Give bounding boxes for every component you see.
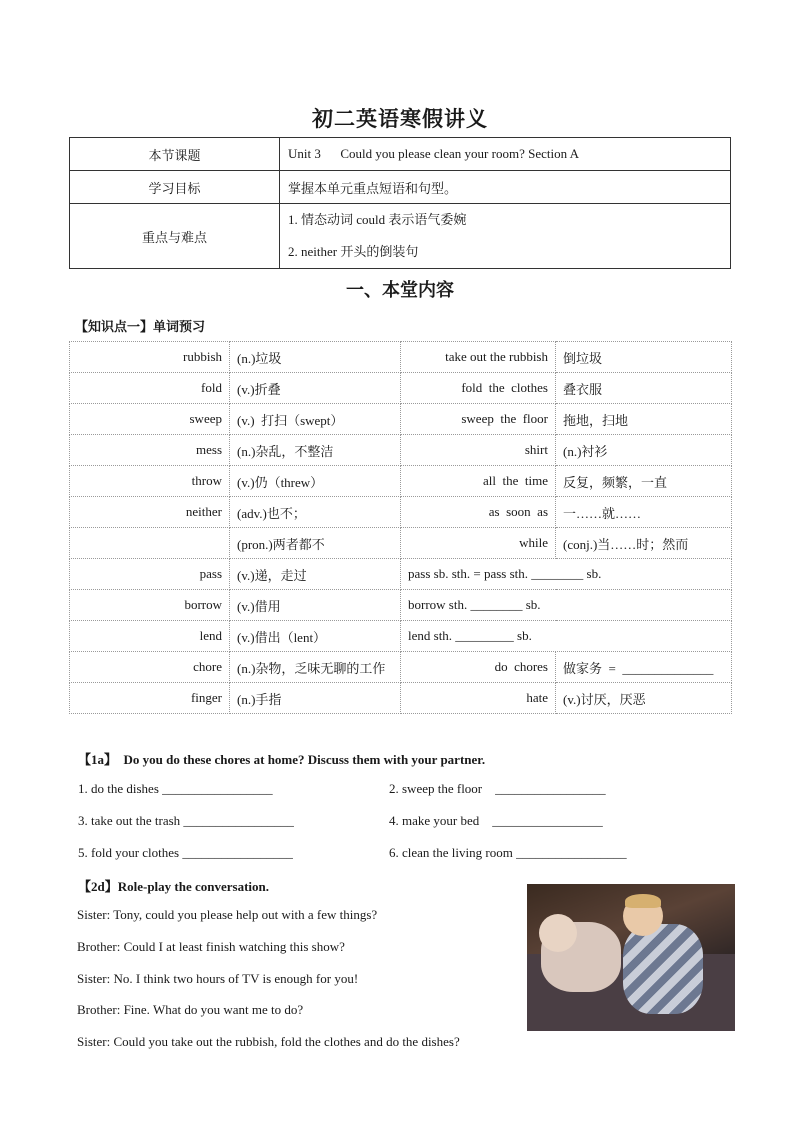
vocab-phrase: hate xyxy=(401,683,556,714)
vocab-phrase: do chores xyxy=(401,652,556,683)
vocab-phrase: while xyxy=(401,528,556,559)
table-row xyxy=(70,590,732,621)
table-row xyxy=(70,466,732,497)
dialogue-line: Sister: Could you take out the rubbish, fold the clothes and do the dishes? xyxy=(77,1034,460,1049)
vocab-phrase-meaning: 叠衣服 xyxy=(556,373,732,404)
vocab-meaning: (n.)手指 xyxy=(230,683,401,714)
dialogue-line: Sister: No. I think two hours of TV is enough for you! xyxy=(77,971,359,986)
vocab-phrase-meaning: (v.)讨厌，厌恶 xyxy=(556,683,732,714)
table-row xyxy=(70,497,732,528)
vocab-word: finger xyxy=(70,683,230,714)
vocab-phrase: all the time xyxy=(401,466,556,497)
focus-point-2: 2. neither 开头的倒装句 xyxy=(288,244,419,259)
vocab-meaning: (adv.)也不； xyxy=(230,497,401,528)
vocab-phrase-meaning: 做家务 = ______________ xyxy=(556,652,732,683)
vocab-meaning: (v.)折叠 xyxy=(230,373,401,404)
vocab-usage: borrow sth. ________ sb. xyxy=(401,590,732,621)
goal-label: 学习目标 xyxy=(70,171,280,204)
goal-value: 掌握本单元重点短语和句型。 xyxy=(280,171,731,204)
exercise-2d-title: 【2d】Role-play the conversation. xyxy=(78,879,270,894)
vocab-word: throw xyxy=(70,466,230,497)
vocab-phrase-meaning: 反复，频繁，一直 xyxy=(556,466,732,497)
section-title: 一、本堂内容 xyxy=(346,280,454,300)
vocab-phrase-meaning: 一……就…… xyxy=(556,497,732,528)
vocab-usage: pass sb. sth. = pass sth. ________ sb. xyxy=(401,559,732,590)
vocab-phrase-meaning: 拖地，扫地 xyxy=(556,404,732,435)
vocab-usage: lend sth. _________ sb. xyxy=(401,621,732,652)
vocab-meaning: (n.)垃圾 xyxy=(230,342,401,373)
vocab-phrase: sweep the floor xyxy=(401,404,556,435)
topic-value: Unit 3 Could you please clean your room? Section A xyxy=(280,138,731,171)
exercise-item[interactable]: 2. sweep the floor _________________ xyxy=(389,781,606,796)
vocab-meaning: (n.)杂乱，不整洁 xyxy=(230,435,401,466)
vocab-word: lend xyxy=(70,621,230,652)
exercise-item[interactable]: 3. take out the trash _________________ xyxy=(78,813,294,828)
vocab-phrase-meaning: (conj.)当……时；然而 xyxy=(556,528,732,559)
table-row xyxy=(70,404,732,435)
vocab-word xyxy=(70,528,230,559)
table-row xyxy=(70,342,732,373)
dialogue-line: Sister: Tony, could you please help out with a few things? xyxy=(77,907,378,922)
exercise-item[interactable]: 6. clean the living room _________________ xyxy=(389,845,627,860)
knowledge-point-title: 【知识点一】单词预习 xyxy=(75,319,206,334)
vocab-meaning: (v.)借出（lent） xyxy=(230,621,401,652)
vocab-word: rubbish xyxy=(70,342,230,373)
dialogue-line: Brother: Fine. What do you want me to do? xyxy=(77,1002,304,1017)
focus-value xyxy=(280,204,731,269)
vocab-word: neither xyxy=(70,497,230,528)
vocab-phrase-meaning: 倒垃圾 xyxy=(556,342,732,373)
page-title: 初二英语寒假讲义 xyxy=(312,107,488,131)
table-row xyxy=(70,683,732,714)
vocab-meaning: (n.)杂物，乏味无聊的工作 xyxy=(230,652,401,683)
table-row xyxy=(70,652,732,683)
table-row xyxy=(70,621,732,652)
vocab-word: borrow xyxy=(70,590,230,621)
table-row xyxy=(70,373,732,404)
topic-label: 本节课题 xyxy=(70,138,280,171)
exercise-1a-title: 【1a】 Do you do these chores at home? Discuss them with your partner. xyxy=(78,752,486,767)
vocab-phrase: take out the rubbish xyxy=(401,342,556,373)
lesson-info-table xyxy=(69,137,731,269)
table-row xyxy=(70,528,732,559)
exercise-item[interactable]: 4. make your bed _________________ xyxy=(389,813,603,828)
table-row xyxy=(70,435,732,466)
vocab-word: sweep xyxy=(70,404,230,435)
exercise-item[interactable]: 5. fold your clothes _________________ xyxy=(78,845,293,860)
vocab-word: fold xyxy=(70,373,230,404)
vocab-phrase: shirt xyxy=(401,435,556,466)
vocab-phrase-meaning: (n.)衬衫 xyxy=(556,435,732,466)
vocab-phrase: fold the clothes xyxy=(401,373,556,404)
exercise-item[interactable]: 1. do the dishes _________________ xyxy=(78,781,273,796)
vocab-meaning: (v.)仍（threw） xyxy=(230,466,401,497)
vocab-meaning: (pron.)两者都不 xyxy=(230,528,401,559)
vocab-table xyxy=(69,341,732,714)
table-row xyxy=(70,559,732,590)
vocab-word: pass xyxy=(70,559,230,590)
dialogue-line: Brother: Could I at least finish watching this show? xyxy=(77,939,345,954)
vocab-word: mess xyxy=(70,435,230,466)
vocab-meaning: (v.) 打扫（swept） xyxy=(230,404,401,435)
focus-point-1: 1. 情态动词 could 表示语气委婉 xyxy=(288,212,467,227)
vocab-meaning: (v.)借用 xyxy=(230,590,401,621)
vocab-phrase: as soon as xyxy=(401,497,556,528)
vocab-meaning: (v.)递，走过 xyxy=(230,559,401,590)
focus-label: 重点与难点 xyxy=(70,204,280,269)
children-photo xyxy=(527,884,735,1031)
vocab-word: chore xyxy=(70,652,230,683)
